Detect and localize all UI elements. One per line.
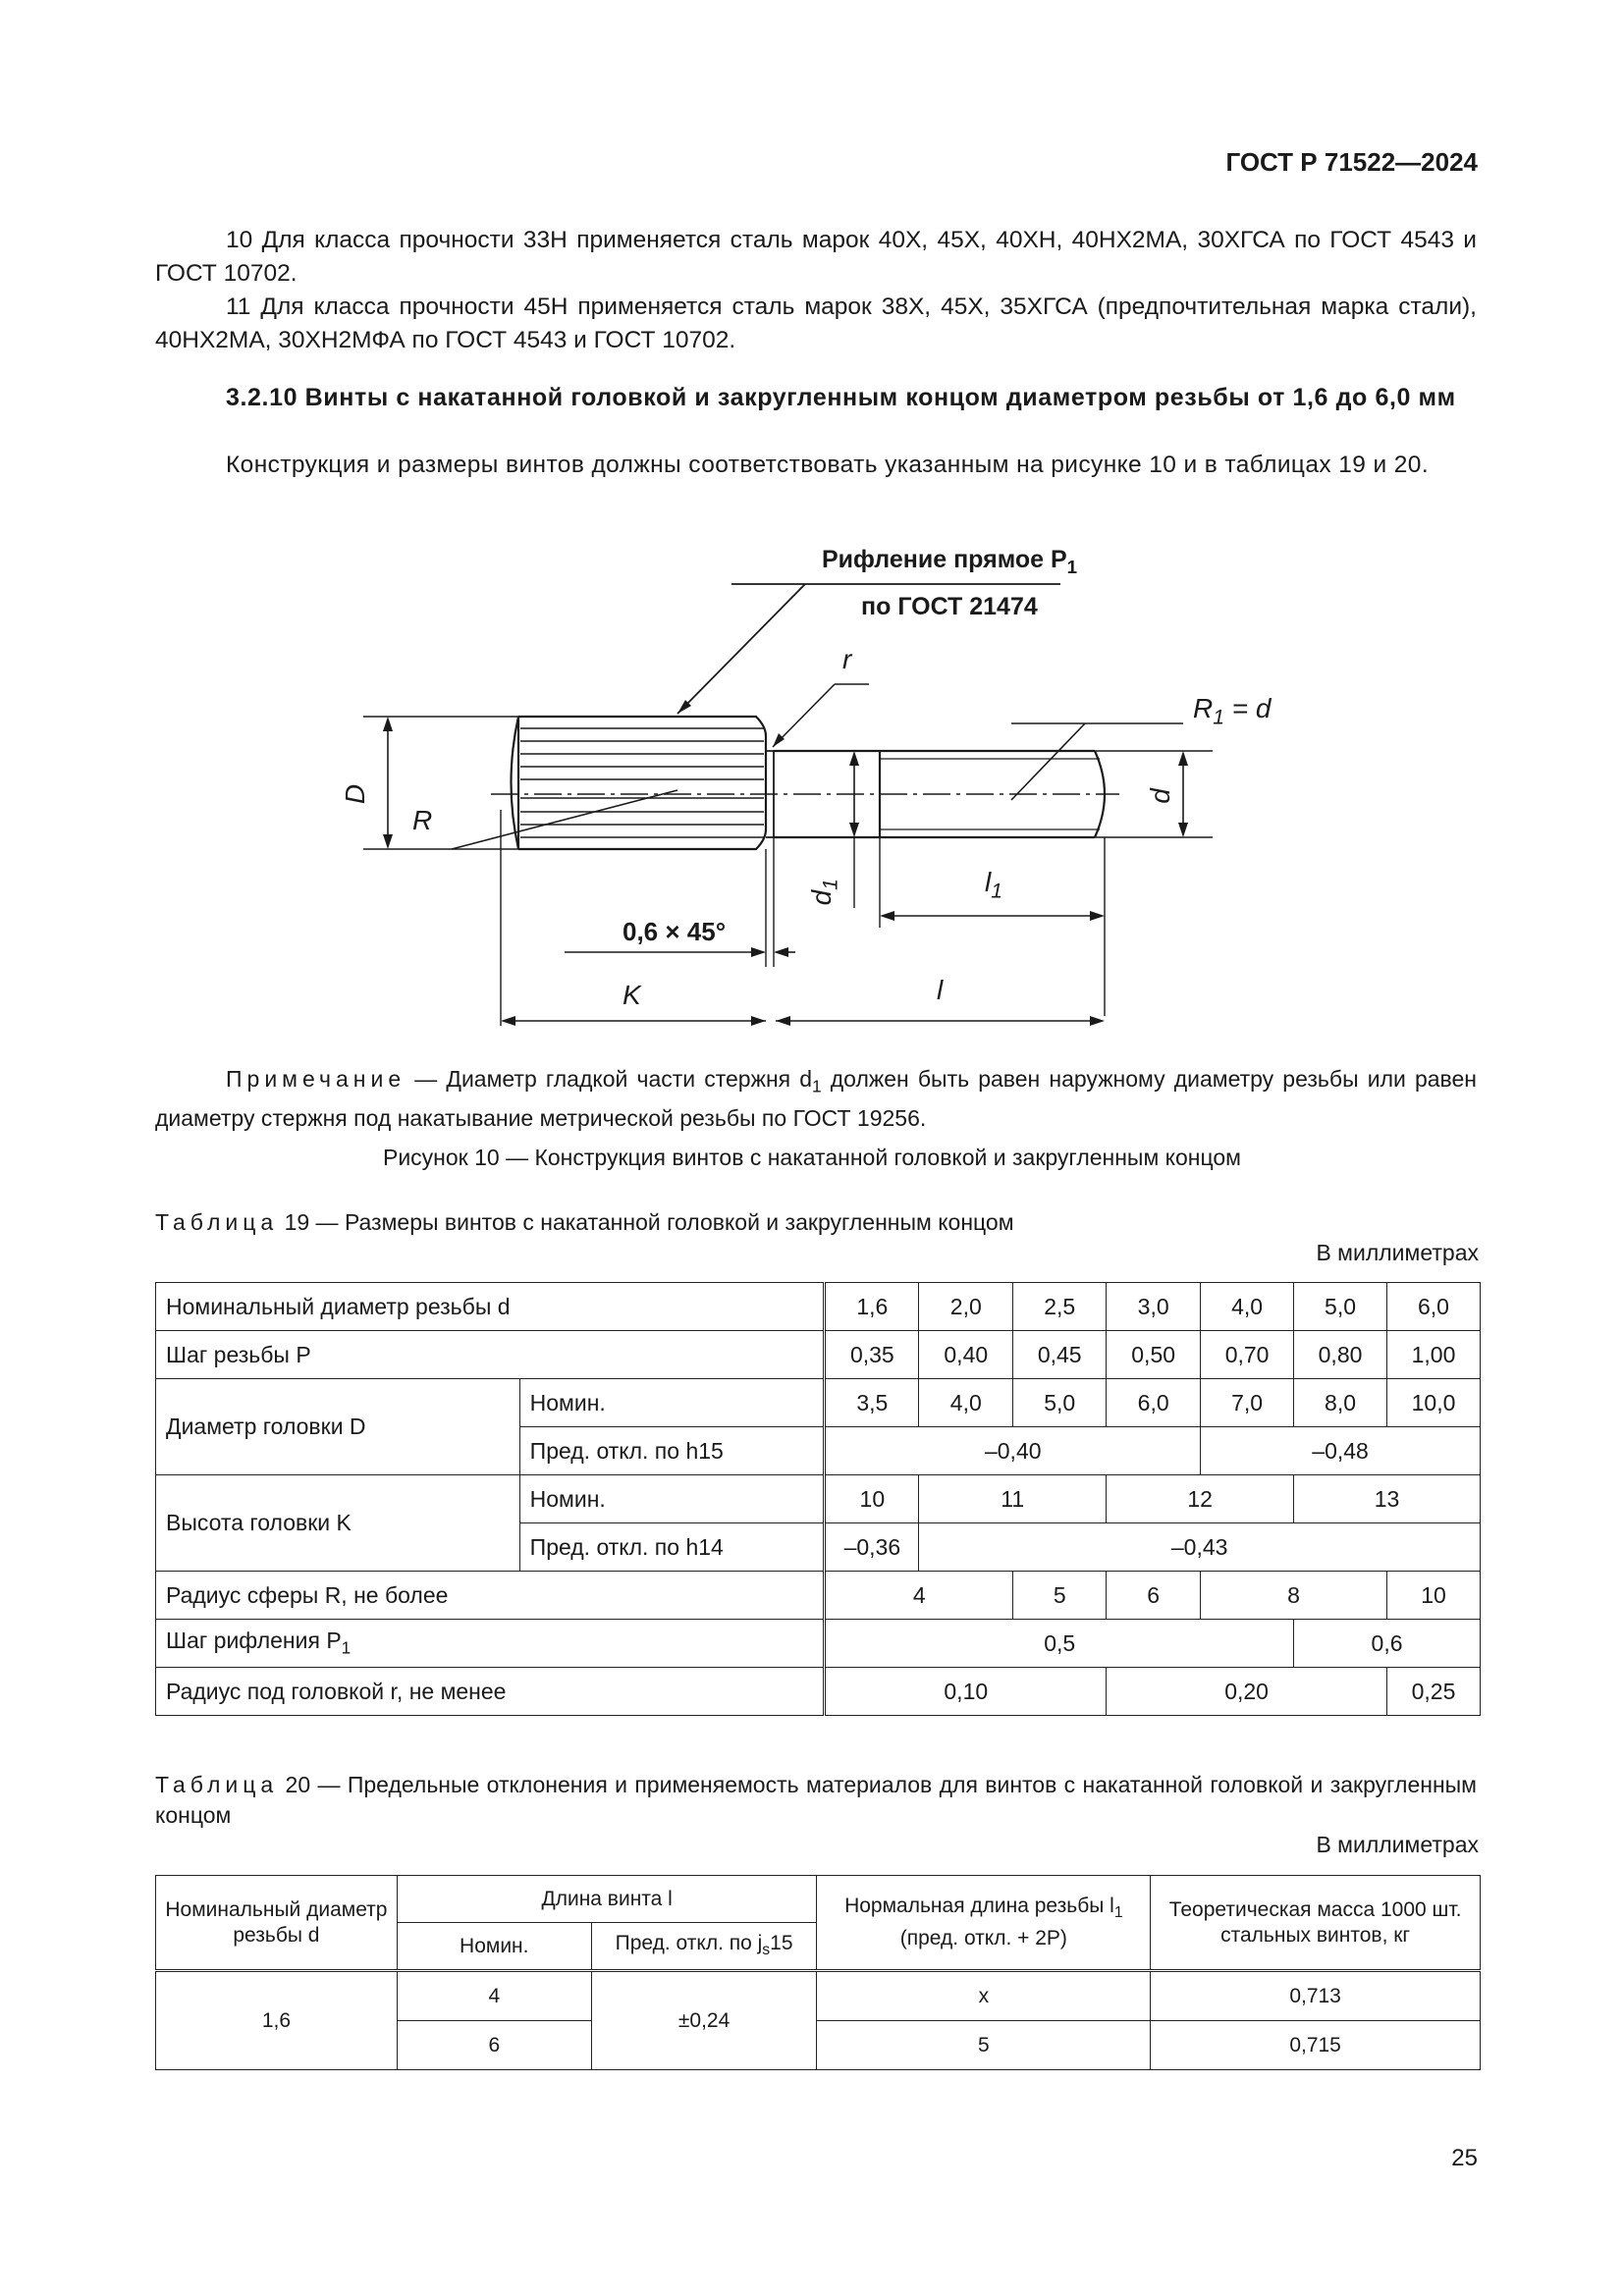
table-row [156, 1379, 1481, 1427]
cell: 13 [1294, 1475, 1481, 1523]
cell: 1,00 [1387, 1331, 1481, 1379]
document-id: ГОСТ Р 71522—2024 [1225, 147, 1478, 177]
label-K: K [623, 980, 641, 1010]
cell: 0,50 [1107, 1331, 1201, 1379]
label-d1: $d_1$ [805, 879, 842, 906]
label-chamfer: 0,6 × 45° [623, 917, 727, 946]
figure-note: Примечание — Диаметр гладкой части стержня $d_1$ должен быть равен наружному диаметру резьбы или равен диаметру стержня под накатывание метрической резьбы по ГОСТ 19256. [155, 1066, 1477, 1131]
sublabel-nominal: Номин. [519, 1379, 825, 1427]
table19-title: Таблица 19 — Размеры винтов с накатанной головкой и закругленным концом [155, 1209, 1014, 1235]
sublabel-h14: Пред. откл. по h14 [519, 1523, 825, 1572]
cell: 3,5 [825, 1379, 919, 1427]
cell: 10 [1387, 1572, 1481, 1620]
note-10: 10 Для класса прочности 33Н применяется сталь марок 40Х, 45Х, 40ХН, 40НХ2МА, 30ХГСА по ГОСТ 4543 и ГОСТ 10702. [155, 227, 1477, 287]
cell: x [817, 1971, 1151, 2021]
cell: 12 [1107, 1475, 1294, 1523]
cell: 0,5 [825, 1620, 1294, 1668]
cell: 2,5 [1013, 1283, 1107, 1331]
table-header-row [156, 1876, 1481, 1923]
sublabel-h15: Пред. откл. по h15 [519, 1427, 825, 1475]
cell: –0,36 [825, 1523, 919, 1572]
table-row [156, 1971, 1481, 2021]
table20-units: В миллиметрах [1316, 1832, 1479, 1857]
cell: 0,70 [1201, 1331, 1294, 1379]
label-R: R [412, 805, 433, 835]
cell: 1,6 [825, 1283, 919, 1331]
row-label-knurl-pitch: Шаг рифления $P_1$ [156, 1620, 825, 1668]
label-R1: $R_1 = d$ [1193, 693, 1272, 729]
cell: 0,25 [1387, 1668, 1481, 1716]
cell: 10 [825, 1475, 919, 1523]
cell: 2,0 [919, 1283, 1013, 1331]
cell: 0,45 [1013, 1331, 1107, 1379]
table19-units: В миллиметрах [1316, 1240, 1479, 1265]
cell: 10,0 [1387, 1379, 1481, 1427]
cell: 4,0 [1201, 1283, 1294, 1331]
row-label-diameter: Номинальный диаметр резьбы d [156, 1283, 825, 1331]
table-row [156, 1620, 1481, 1668]
table19 [155, 1282, 1481, 1716]
table-row [156, 1572, 1481, 1620]
row-label-pitch: Шаг резьбы P [156, 1331, 825, 1379]
cell: 4,0 [919, 1379, 1013, 1427]
section-heading: 3.2.10 Винты с накатанной головкой и закругленным концом диаметром резьбы от 1,6 до 6,0 мм [226, 384, 1456, 411]
table-row [156, 1283, 1481, 1331]
header-mass: Теоретическая масса 1000 шт. стальных винтов, кг [1151, 1876, 1481, 1971]
cell: 0,20 [1107, 1668, 1387, 1716]
cell: 6 [397, 2021, 591, 2070]
row-label-sphere-radius: Радиус сферы R, не более [156, 1572, 825, 1620]
dimension-arrows [383, 700, 1188, 1026]
callout-knurling: Рифление прямое $P_1$ [822, 546, 1078, 577]
cell: 5,0 [1013, 1379, 1107, 1427]
cell: 6,0 [1387, 1283, 1481, 1331]
sublabel-nominal: Номин. [519, 1475, 825, 1523]
cell: 8 [1201, 1572, 1387, 1620]
cell: 0,10 [825, 1668, 1107, 1716]
table20-title: Таблица 20 — Предельные отклонения и применяемость материалов для винтов с накатанной головкой и закругленным концом [155, 1772, 1477, 1828]
figure-caption: Рисунок 10 — Конструкция винтов с накатанной головкой и закругленным концом [382, 1145, 1241, 1170]
cell: –0,40 [825, 1427, 1201, 1475]
label-D: D [340, 783, 371, 805]
table20 [155, 1875, 1481, 2070]
cell: 5 [1013, 1572, 1107, 1620]
table-row [156, 1475, 1481, 1523]
cell: 0,6 [1294, 1620, 1481, 1668]
cell: 8,0 [1294, 1379, 1387, 1427]
callout-standard: по ГОСТ 21474 [861, 593, 1038, 620]
cell: 3,0 [1107, 1283, 1201, 1331]
table-row [156, 1668, 1481, 1716]
cell: 0,40 [919, 1331, 1013, 1379]
cell: 11 [919, 1475, 1107, 1523]
cell: 5 [817, 2021, 1151, 2070]
cell: –0,48 [1201, 1427, 1481, 1475]
cell: 0,713 [1151, 1971, 1481, 2021]
header-nominal: Номин. [397, 1923, 591, 1971]
screw-head-outline [518, 717, 766, 849]
cell: –0,43 [919, 1523, 1481, 1572]
cell: 4 [397, 1971, 591, 2021]
cell: 5,0 [1294, 1283, 1387, 1331]
cell: 0,35 [825, 1331, 919, 1379]
label-l1: $l_1$ [985, 867, 1002, 903]
row-label-head-diameter: Диаметр головки D [156, 1379, 520, 1475]
cell: 1,6 [156, 1971, 398, 2070]
cell: 0,80 [1294, 1331, 1387, 1379]
label-d: d [1144, 788, 1175, 804]
header-deviation: Пред. откл. по $j_s15$ [591, 1923, 817, 1971]
note-11: 11 Для класса прочности 45Н применяется сталь марок 38Х, 45Х, 35ХГСА (предпочтительная марка стали), 40НХ2МА, 30ХН2МФА по ГОСТ 4543 и ГОСТ 10702. [155, 294, 1477, 353]
header-screw-length: Длина винта l [397, 1876, 817, 1923]
row-label-head-height: Высота головки K [156, 1475, 520, 1572]
section-intro: Конструкция и размеры винтов должны соответствовать указанным на рисунке 10 и в таблицах 19 и 20. [226, 452, 1430, 478]
cell: 0,715 [1151, 2021, 1481, 2070]
label-l: l [937, 975, 944, 1005]
cell: ±0,24 [591, 1971, 817, 2070]
header-nominal-diameter: Номинальный диаметр резьбы d [156, 1876, 398, 1971]
cell: 6 [1107, 1572, 1201, 1620]
cell: 4 [825, 1572, 1013, 1620]
header-thread-length: Нормальная длина резьбы $l_1$ (пред. откл. + 2P) [817, 1876, 1151, 1971]
page-number: 25 [1451, 2145, 1478, 2171]
cell: 7,0 [1201, 1379, 1294, 1427]
table-row [156, 1331, 1481, 1379]
row-label-under-head-radius: Радиус под головкой r, не менее [156, 1668, 825, 1716]
label-r: r [842, 644, 852, 674]
cell: 6,0 [1107, 1379, 1201, 1427]
